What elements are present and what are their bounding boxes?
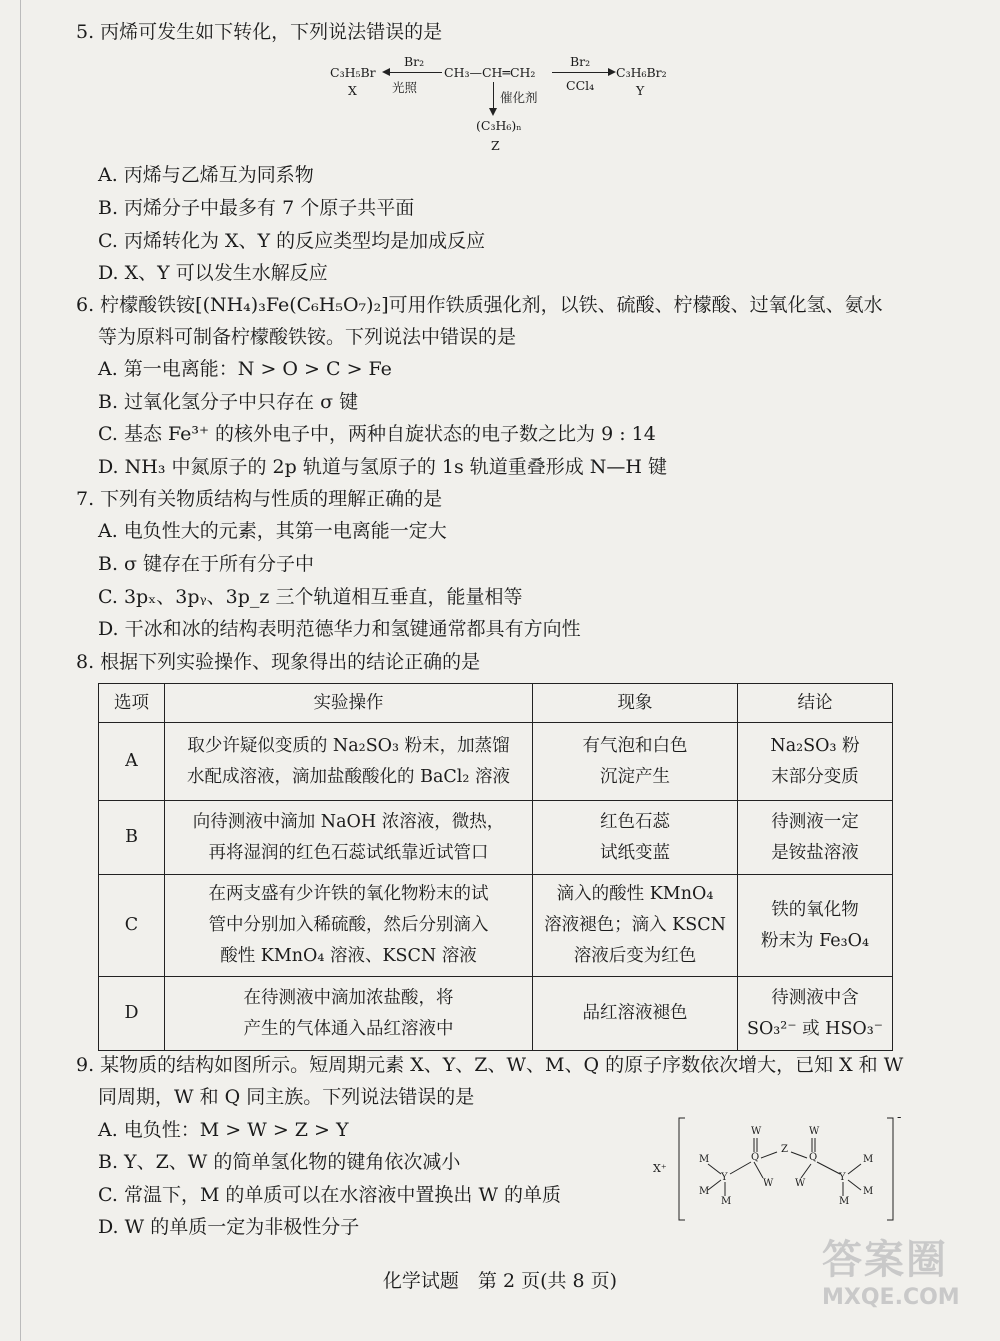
row-b-conclusion (738, 801, 893, 875)
cell-line: 取少许疑似变质的 Na₂SO₃ 粉末，加蒸馏 (187, 735, 510, 756)
q7-stem: 7. 下列有关物质结构与性质的理解正确的是 (76, 488, 443, 510)
atom-q: Q (751, 1152, 760, 1163)
row-c-operation (165, 875, 533, 977)
row-d-phenomenon (533, 977, 738, 1051)
scheme-z-label: Z (491, 138, 500, 153)
q9-stem-line1: 9. 某物质的结构如图所示。短周期元素 X、Y、Z、W、M、Q 的原子序数依次增大，已知 X 和 W (76, 1054, 904, 1076)
scheme-y-formula: C₃H₆Br₂ (616, 65, 667, 80)
q9-option-a: A. 电负性：M > W > Z > Y (98, 1119, 349, 1141)
row-d-conclusion (738, 977, 893, 1051)
scheme-down-arrow (493, 82, 494, 114)
atom-y: Y (721, 1172, 728, 1183)
scan-edge-line (20, 0, 21, 1341)
q6-option-d: D. NH₃ 中氮原子的 2p 轨道与氢原子的 1s 轨道重叠形成 N—H 键 (98, 456, 668, 478)
q9-structure-diagram (655, 1112, 905, 1224)
page-footer: 化学试题 第 2 页(共 8 页) (382, 1270, 618, 1292)
table-row (99, 977, 893, 1051)
q5-option-a: A. 丙烯与乙烯互为同系物 (98, 164, 314, 186)
q7-option-a: A. 电负性大的元素，其第一电离能一定大 (98, 520, 447, 542)
q6-stem-line2: 等为原料可制备柠檬酸铁铵。下列说法中错误的是 (98, 326, 517, 348)
cell-line: 沉淀产生 (600, 766, 670, 787)
row-d-option: D (99, 977, 165, 1051)
atom-m: M (863, 1154, 874, 1165)
scheme-right-reagent: Br₂ (570, 54, 591, 69)
cell-line: 溶液褪色；滴入 KSCN (544, 915, 726, 935)
structure-charge: - (897, 1110, 902, 1125)
q6-option-b: B. 过氧化氢分子中只存在 σ 键 (98, 391, 359, 413)
q7-option-b: B. σ 键存在于所有分子中 (98, 553, 315, 575)
structure-cation: X⁺ (653, 1162, 667, 1175)
row-c-option: C (99, 875, 165, 977)
row-c-phenomenon (533, 875, 738, 977)
cell-line: 管中分别加入稀硫酸，然后分别滴入 (208, 915, 489, 935)
cell-line: 有气泡和白色 (582, 735, 688, 756)
cell-line: Na₂SO₃ 粉 (770, 735, 860, 756)
row-b-operation (165, 801, 533, 875)
row-d-operation (165, 977, 533, 1051)
scheme-right-arrow (552, 72, 614, 73)
atom-w: W (809, 1126, 820, 1137)
atom-m: M (863, 1186, 874, 1197)
atom-w: W (795, 1178, 806, 1189)
cell-line: 酸性 KMnO₄ 溶液、KSCN 溶液 (220, 946, 477, 966)
header-phenomenon: 现象 (533, 684, 738, 723)
atom-z: Z (781, 1144, 788, 1155)
header-operation: 实验操作 (165, 684, 533, 723)
atom-y: Y (839, 1172, 846, 1183)
cell-line: 水配成溶液，滴加盐酸酸化的 BaCl₂ 溶液 (187, 766, 510, 787)
q9-option-d: D. W 的单质一定为非极性分子 (98, 1216, 360, 1238)
row-a-option: A (99, 723, 165, 801)
row-a-conclusion (738, 723, 893, 801)
cell-line: 在两支盛有少许铁的氧化物粉末的试 (208, 884, 489, 904)
row-a-operation (165, 723, 533, 801)
scheme-z-formula: (C₃H₆)ₙ (476, 118, 522, 133)
q8-table (98, 683, 893, 1051)
cell-line: 待测液一定 (771, 811, 859, 832)
q6-option-c: C. 基态 Fe³⁺ 的核外电子中，两种自旋状态的电子数之比为 9 : 14 (98, 423, 656, 445)
q5-option-c: C. 丙烯转化为 X、Y 的反应类型均是加成反应 (98, 230, 486, 252)
q5-option-b: B. 丙烯分子中最多有 7 个原子共平面 (98, 197, 415, 219)
table-row (99, 723, 893, 801)
q9-option-b: B. Y、Z、W 的简单氢化物的键角依次减小 (98, 1151, 461, 1173)
scheme-left-condition: 光照 (392, 80, 418, 95)
q6-stem-line1: 6. 柠檬酸铁铵[(NH₄)₃Fe(C₆H₅O₇)₂]可用作铁质强化剂，以铁、硫酸、柠檬酸、过氧化氢、氨水 (76, 294, 883, 316)
cell-line: 是铵盐溶液 (771, 842, 859, 863)
row-c-conclusion (738, 875, 893, 977)
atom-m: M (721, 1196, 732, 1207)
q9-stem-line2: 同周期，W 和 Q 同主族。下列说法错误的是 (98, 1086, 475, 1108)
q5-option-d: D. X、Y 可以发生水解反应 (98, 262, 328, 284)
cell-line: 产生的气体通入品红溶液中 (243, 1018, 454, 1039)
table-header-row (99, 684, 893, 723)
scheme-y-label: Y (636, 83, 645, 98)
watermark-logo (822, 1228, 972, 1308)
table-row (99, 801, 893, 875)
cell-line: 试纸变蓝 (600, 842, 670, 863)
cell-line: 再将湿润的红色石蕊试纸靠近试管口 (208, 842, 489, 863)
atom-m: M (699, 1154, 710, 1165)
cell-line: 粉末为 Fe₃O₄ (761, 930, 869, 951)
q5-stem: 5. 丙烯可发生如下转化，下列说法错误的是 (76, 21, 443, 43)
scheme-propene: CH₃—CH═CH₂ (444, 65, 536, 80)
scheme-right-condition: CCl₄ (566, 78, 595, 93)
row-b-phenomenon (533, 801, 738, 875)
header-option: 选项 (99, 684, 165, 723)
atom-m: M (839, 1196, 850, 1207)
q8-stem: 8. 根据下列实验操作、现象得出的结论正确的是 (76, 651, 481, 673)
q7-option-d: D. 干冰和冰的结构表明范德华力和氢键通常都具有方向性 (98, 618, 581, 640)
cell-line: 溶液后变为红色 (573, 946, 697, 966)
cell-line: 红色石蕊 (600, 811, 670, 832)
cell-line: SO₃²⁻ 或 HSO₃⁻ (746, 1018, 884, 1039)
q5-reaction-scheme (330, 52, 690, 162)
cell-line: 向待测液中滴加 NaOH 浓溶液，微热， (192, 811, 505, 832)
table-row (99, 875, 893, 977)
cell-line: 滴入的酸性 KMnO₄ (556, 884, 714, 904)
scheme-left-reagent: Br₂ (404, 54, 425, 69)
row-b-option: B (99, 801, 165, 875)
atom-w: W (751, 1126, 762, 1137)
q9-option-c: C. 常温下，M 的单质可以在水溶液中置换出 W 的单质 (98, 1184, 562, 1206)
scheme-left-arrow (384, 72, 442, 73)
cell-line: 在待测液中滴加浓盐酸，将 (243, 987, 454, 1008)
row-a-phenomenon (533, 723, 738, 801)
atom-m: M (699, 1186, 710, 1197)
cell-line: 品红溶液褪色 (582, 1003, 688, 1023)
q7-option-c: C. 3pₓ、3pᵧ、3p_z 三个轨道相互垂直，能量相等 (98, 586, 523, 608)
cell-line: 末部分变质 (771, 766, 859, 787)
structure-bonds (655, 1112, 905, 1224)
atom-w: W (763, 1178, 774, 1189)
scheme-down-condition: 催化剂 (500, 90, 538, 105)
watermark-logo-text: 答案圈 (822, 1237, 948, 1283)
header-conclusion: 结论 (738, 684, 893, 723)
q6-option-a: A. 第一电离能：N > O > C > Fe (98, 358, 392, 380)
watermark-site-text: MXQE.COM (822, 1285, 960, 1310)
cell-line: 待测液中含 (771, 987, 859, 1008)
cell-line: 铁的氧化物 (771, 899, 859, 920)
scheme-x-formula: C₃H₅Br (330, 65, 376, 80)
scheme-x-label: X (348, 83, 357, 98)
atom-q: Q (809, 1152, 818, 1163)
